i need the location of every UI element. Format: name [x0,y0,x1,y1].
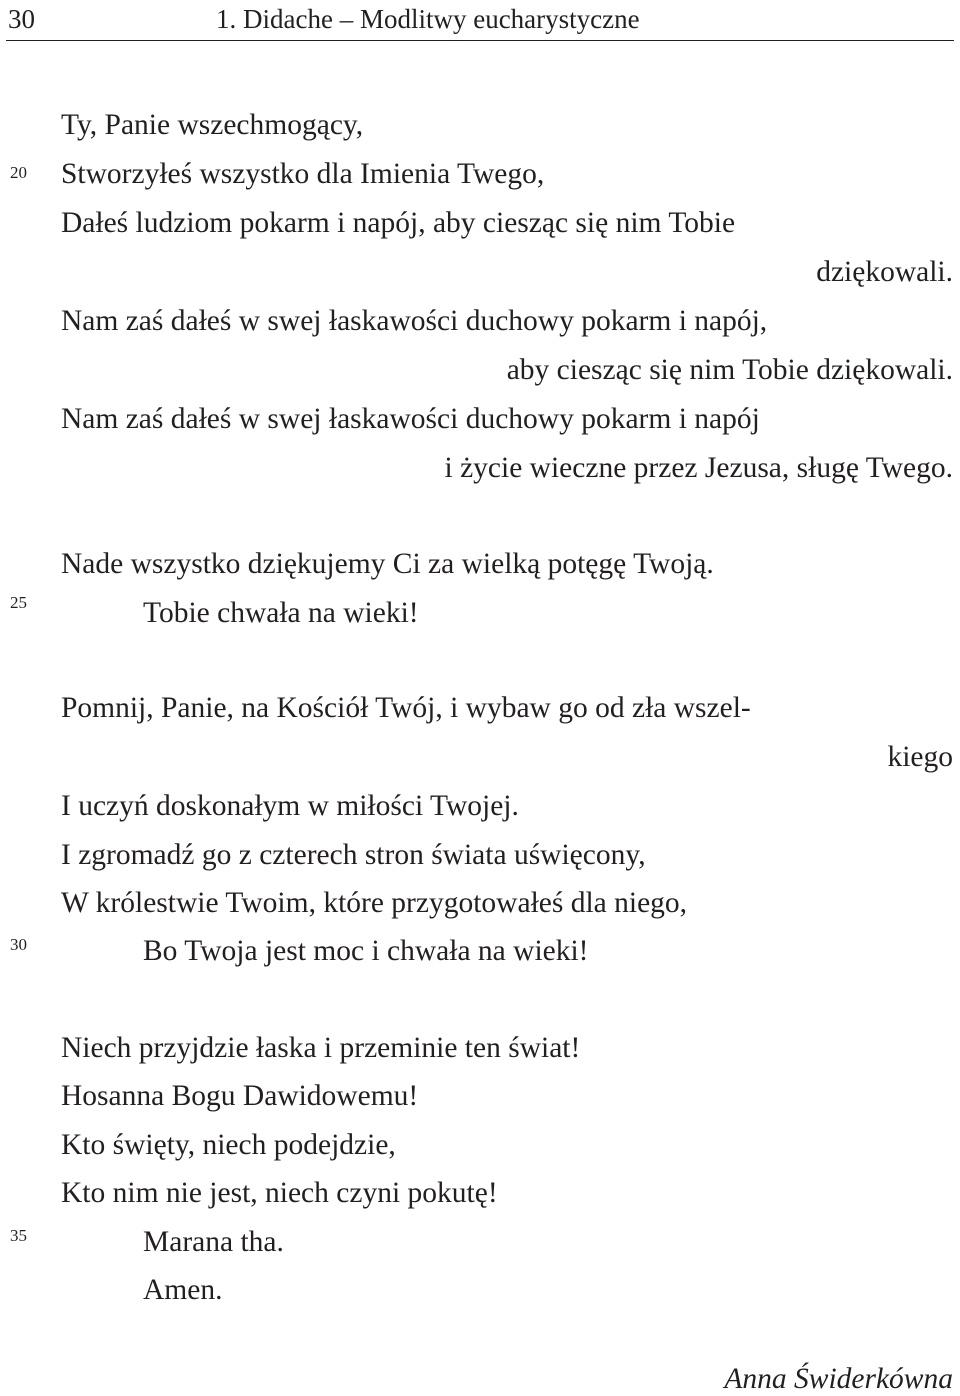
verse-line: Amen. [143,1274,223,1306]
translator-signature: Anna Świderkówna [724,1363,953,1395]
verse-line: dziękowali. [816,256,953,288]
verse-line: I uczyń doskonałym w miłości Twojej. [61,790,519,822]
line-number: 25 [10,593,27,612]
header-rule [6,40,954,41]
verse-line: I zgromadź go z czterech stron świata uświęcony, [61,839,646,871]
verse-line: Pomnij, Panie, na Kościół Twój, i wybaw go od zła wszel- [61,692,751,724]
verse-line: Stworzyłeś wszystko dla Imienia Twego, [61,158,545,190]
verse-line: Nade wszystko dziękujemy Ci za wielką potęgę Twoją. [61,548,714,580]
line-number: 30 [10,935,27,954]
verse-line: Marana tha. [143,1226,284,1258]
verse-line: Bo Twoja jest moc i chwała na wieki! [143,935,589,967]
verse-line: Niech przyjdzie łaska i przeminie ten świat! [61,1032,581,1064]
verse-line: aby ciesząc się nim Tobie dziękowali. [506,354,953,386]
page-number: 30 [8,4,35,34]
verse-line: Kto nim nie jest, niech czyni pokutę! [61,1177,498,1209]
running-header [0,0,960,42]
verse-line: i życie wieczne przez Jezusa, sługę Twego. [444,452,953,484]
running-title: 1. Didache – Modlitwy eucharystyczne [216,4,640,34]
verse-line: Kto święty, niech podejdzie, [61,1129,396,1161]
verse-line: Dałeś ludziom pokarm i napój, aby ciesząc się nim Tobie [61,207,736,239]
verse-line: Nam zaś dałeś w swej łaskawości duchowy pokarm i napój, [61,305,768,337]
line-number: 35 [10,1226,27,1245]
verse-line: Hosanna Bogu Dawidowemu! [61,1080,419,1112]
verse-line: Nam zaś dałeś w swej łaskawości duchowy pokarm i napój [61,403,760,435]
line-number: 20 [10,163,27,182]
verse-line: kiego [887,741,953,773]
verse-line: Ty, Panie wszechmogący, [61,109,364,141]
verse-line: Tobie chwała na wieki! [143,597,419,629]
verse-line: W królestwie Twoim, które przygotowałeś dla niego, [61,887,688,919]
